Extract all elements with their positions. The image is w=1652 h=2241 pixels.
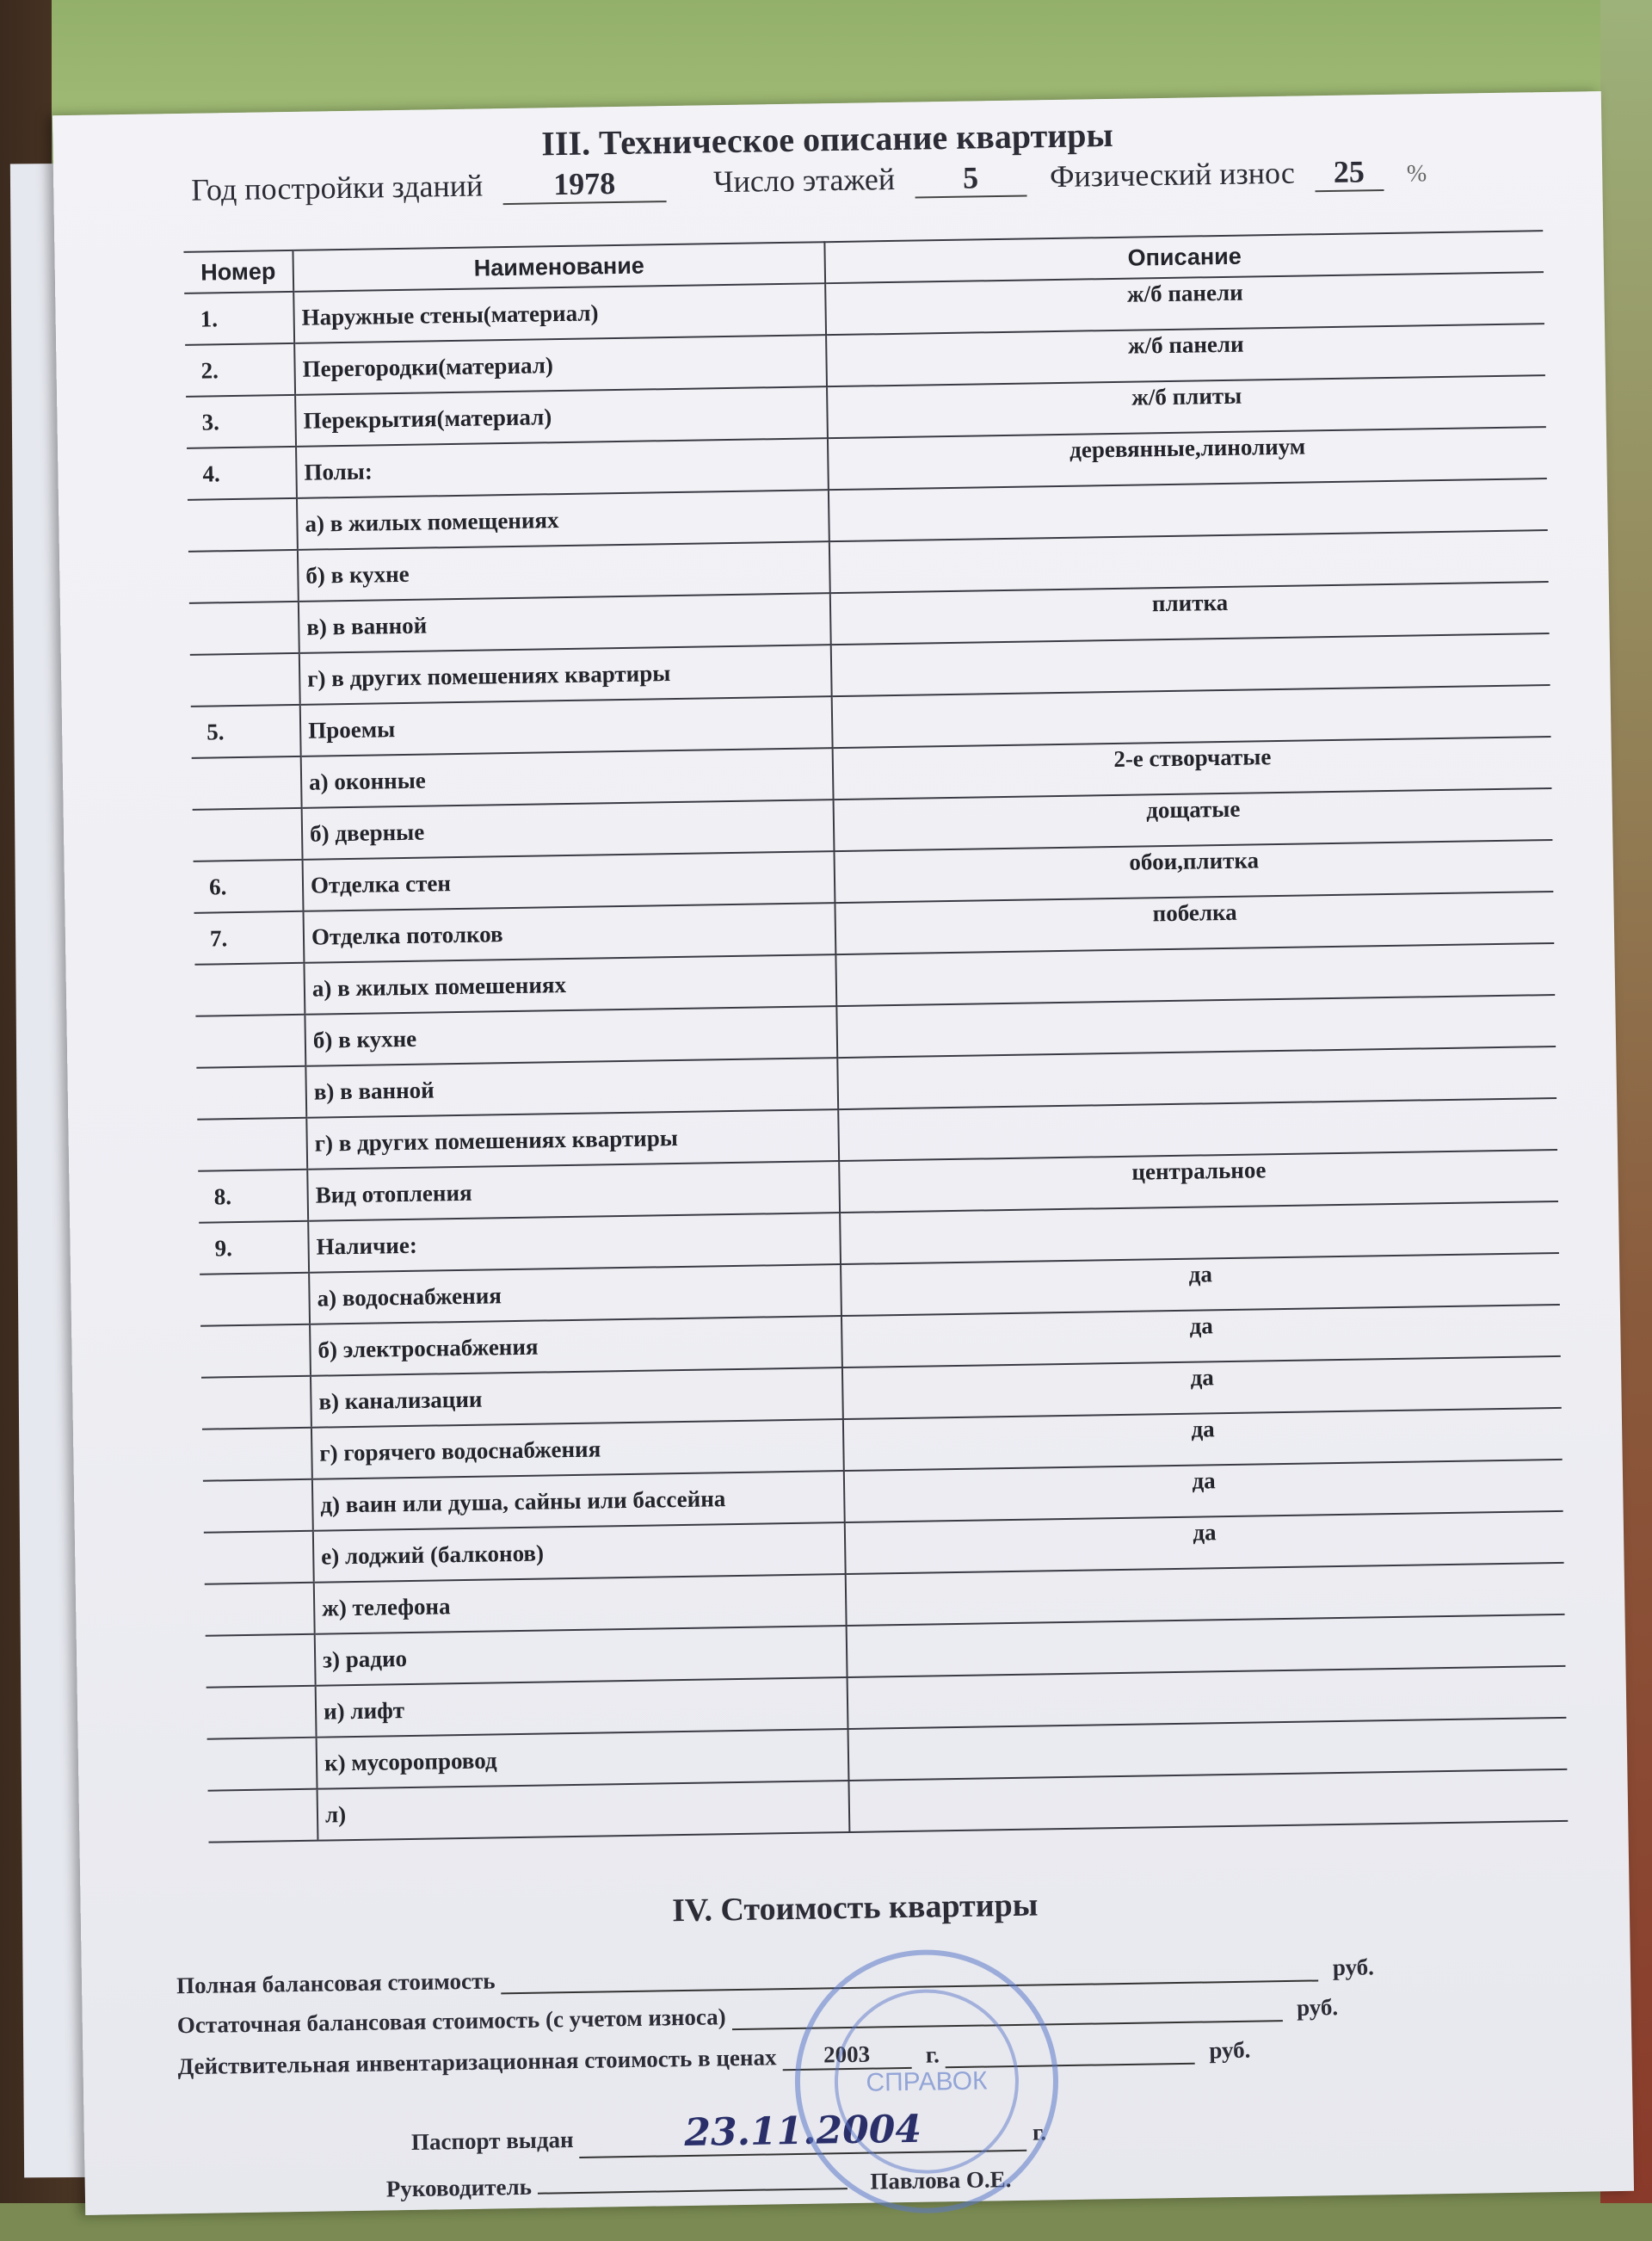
row-name: е) лоджий (балконов)	[313, 1522, 846, 1583]
row-number	[189, 602, 299, 655]
row-number: 2.	[185, 343, 295, 397]
row-number	[206, 1686, 317, 1739]
passport-year-suffix: г.	[1032, 2119, 1047, 2145]
residual-cost-currency: руб.	[1296, 1994, 1339, 2021]
actual-cost-year-suffix: г.	[925, 2041, 940, 2068]
table-body	[184, 272, 1568, 1843]
row-number	[194, 963, 305, 1016]
section3-title: III. Техническое описание квартиры	[540, 114, 1114, 164]
floors-label: Число этажей	[712, 161, 896, 200]
row-name: з) радио	[315, 1626, 848, 1686]
row-number	[201, 1376, 311, 1429]
actual-cost-currency: руб.	[1209, 2036, 1251, 2064]
row-name: в) канализации	[311, 1367, 843, 1428]
row-name: а) оконные	[301, 748, 834, 808]
header-number: Номер	[183, 250, 293, 293]
residual-cost-line	[177, 1994, 1339, 2039]
row-number	[203, 1479, 313, 1533]
wear-value: 25	[1314, 153, 1384, 192]
row-name: б) дверные	[302, 799, 835, 860]
row-number	[190, 653, 300, 707]
document-page	[52, 91, 1634, 2215]
row-name: б) в кухне	[298, 541, 830, 602]
row-description: ж/б панели	[825, 272, 1544, 335]
header-name: Наименование	[293, 242, 825, 292]
technical-description-table	[183, 230, 1568, 1843]
floors-value: 5	[915, 159, 1027, 199]
passport-label: Паспорт выдан	[410, 2127, 574, 2156]
row-number	[205, 1583, 315, 1636]
row-name: а) в жилых помешениях	[304, 954, 836, 1015]
row-number	[193, 808, 303, 861]
row-description	[848, 1769, 1568, 1832]
row-description: ж/б панели	[826, 324, 1545, 386]
actual-cost-year: 2003	[782, 2040, 911, 2071]
full-cost-label: Полная балансовая стоимость	[176, 1967, 496, 1999]
actual-cost-label: Действительная инвентаризационная стоимость в ценах	[177, 2044, 777, 2080]
header-description: Описание	[824, 231, 1544, 283]
row-name: в) в ванной	[299, 593, 831, 653]
row-number: 7.	[194, 911, 305, 965]
row-number	[200, 1273, 310, 1326]
row-description: да	[843, 1408, 1563, 1471]
row-number: 4.	[187, 447, 297, 500]
full-cost-line	[176, 1954, 1374, 1999]
row-number	[196, 1066, 306, 1120]
row-description: да	[842, 1356, 1562, 1419]
row-description: центральное	[839, 1150, 1558, 1213]
row-description: дощатые	[834, 788, 1553, 851]
row-number	[200, 1324, 311, 1378]
row-description: да	[841, 1253, 1560, 1316]
row-description: деревянные,линолиум	[828, 427, 1547, 490]
row-name: Вид отопления	[307, 1161, 840, 1221]
row-number: 8.	[198, 1170, 308, 1223]
row-name: к) мусоропровод	[317, 1729, 849, 1789]
passport-date-handwritten: 23.11.2004	[684, 2107, 922, 2156]
row-number	[188, 498, 298, 552]
wear-label: Физический износ	[1049, 155, 1296, 194]
row-name: Перегородки(материал)	[294, 335, 827, 395]
row-name: Отделка потолков	[304, 903, 836, 963]
row-number: 1.	[184, 292, 294, 345]
row-description: 2-е створчатые	[833, 737, 1552, 799]
row-description: да	[845, 1511, 1564, 1574]
row-name: Отделка стен	[303, 851, 835, 911]
row-number	[204, 1531, 314, 1584]
row-name: д) ваин или душа, сайны или бассейна	[312, 1471, 845, 1531]
head-label: Руководитель	[385, 2173, 533, 2202]
row-number	[188, 550, 299, 603]
head-name: Павлова О.Е.	[870, 2166, 1012, 2195]
row-description: плитка	[830, 582, 1550, 645]
row-number: 3.	[186, 395, 296, 448]
row-description: ж/б плиты	[827, 375, 1546, 438]
row-number: 6.	[194, 860, 304, 913]
row-name: Перекрытия(материал)	[295, 386, 828, 447]
row-name: г) в других помешениях квартиры	[306, 1109, 839, 1170]
round-stamp-seal	[778, 1933, 1075, 2230]
row-number	[195, 1015, 305, 1068]
row-name: г) горячего водоснабжения	[311, 1419, 844, 1479]
row-description: побелка	[835, 892, 1554, 954]
row-name: Полы:	[296, 438, 829, 498]
row-name: а) в жилых помещениях	[297, 490, 829, 550]
wear-unit: %	[1406, 160, 1427, 188]
row-number	[206, 1634, 316, 1688]
row-name: Наружные стены(материал)	[293, 283, 826, 343]
stamp-text: СПРАВОК	[866, 2066, 988, 2097]
row-name: Проемы	[300, 696, 833, 756]
section4-title: IV. Стоимость квартиры	[671, 1886, 1039, 1929]
row-name: в) в ванной	[305, 1058, 838, 1118]
residual-cost-label: Остаточная балансовая стоимость (с учетом износа)	[176, 2003, 726, 2039]
row-number	[208, 1789, 318, 1843]
year-value: 1978	[502, 164, 667, 205]
row-name: ж) телефона	[314, 1574, 847, 1634]
row-description: да	[844, 1460, 1563, 1522]
row-name: л)	[317, 1781, 850, 1841]
row-name: а) водоснабжения	[309, 1264, 841, 1324]
row-number: 9.	[199, 1221, 309, 1275]
actual-cost-line	[177, 2035, 1250, 2081]
row-name: б) в кухне	[305, 1006, 837, 1066]
row-number: 5.	[191, 705, 301, 758]
full-cost-currency: руб.	[1332, 1954, 1375, 1981]
row-name: Наличие:	[308, 1213, 841, 1273]
row-name: г) в других помешениях квартиры	[299, 645, 832, 705]
row-name: б) электроснабжения	[310, 1316, 842, 1376]
row-description: да	[841, 1305, 1561, 1367]
row-number	[192, 756, 302, 810]
year-label: Год постройки зданий	[191, 168, 484, 207]
row-number	[202, 1428, 312, 1481]
row-number	[207, 1738, 317, 1791]
row-description: обои,плитка	[834, 840, 1553, 903]
row-number	[197, 1118, 307, 1171]
row-name: и) лифт	[316, 1677, 848, 1738]
